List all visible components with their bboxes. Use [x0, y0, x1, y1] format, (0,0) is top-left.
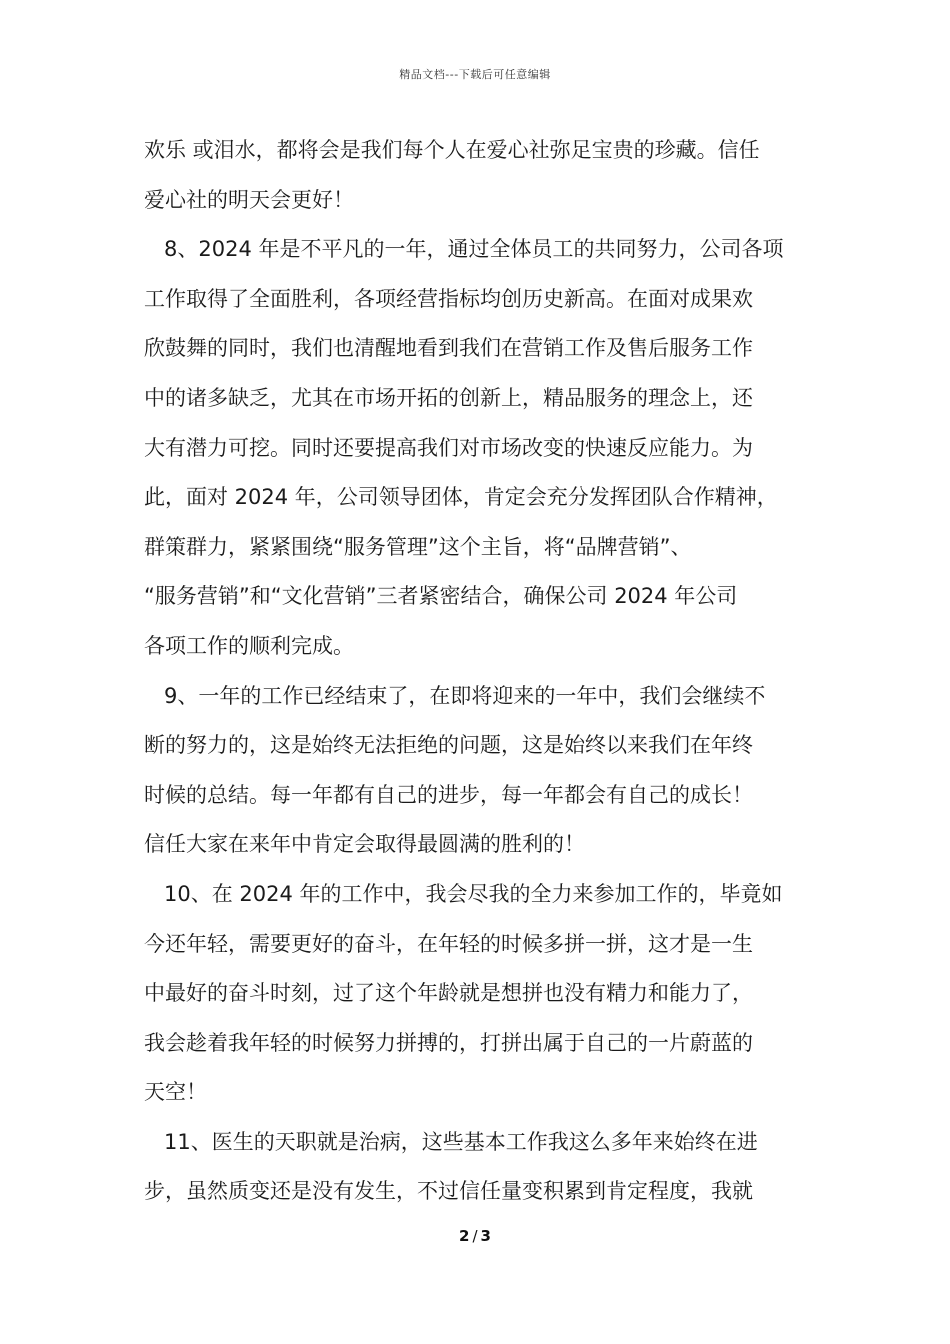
document-body — [144, 126, 806, 1217]
text-line: 今还年轻，需要更好的奋斗，在年轻的时候多拼一拼，这才是一生 — [144, 931, 753, 956]
paragraph-10-start: 10、在 2024 年的工作中，我会尽我的全力来参加工作的，毕竟如 — [164, 881, 783, 906]
text-line: 中最好的奋斗时刻，过了这个年龄就是想拼也没有精力和能力了， — [144, 981, 753, 1006]
page-separator: / — [472, 1227, 478, 1245]
page-current: 2 — [459, 1227, 470, 1245]
text-line: 断的努力的，这是始终无法拒绝的问题，这是始终以来我们在年终 — [144, 733, 753, 758]
text-line: 我会趁着我年轻的时候努力拼搏的，打拼出属于自己的一片蔚蓝的 — [144, 1030, 753, 1055]
page-number — [0, 1227, 950, 1245]
paragraph-11-start: 11、医生的天职就是治病，这些基本工作我这么多年来始终在进 — [164, 1129, 758, 1154]
text-line: 各项工作的顺利完成。 — [144, 633, 354, 658]
text-line: 大有潜力可挖。同时还要提高我们对市场改变的快速反应能力。为 — [144, 435, 753, 460]
text-line: 欢乐 或泪水，都将会是我们每个人在爱心社弥足宝贵的珍藏。信任 — [144, 138, 760, 162]
page-total: 3 — [480, 1227, 491, 1245]
paragraph-9-start: 9、一年的工作已经结束了，在即将迎来的一年中，我们会继续不 — [164, 683, 766, 708]
text-line: 爱心社的明天会更好！ — [144, 187, 354, 212]
text-line: 步，虽然质变还是没有发生，不过信任量变积累到肯定程度，我就 — [144, 1179, 753, 1204]
page-header: 精品文档---下载后可任意编辑 — [399, 68, 551, 81]
text-line: 此，面对 2024 年，公司领导团体，肯定会充分发挥团队合作精神， — [144, 485, 778, 510]
text-line: “服务营销”和“文化营销”三者紧密结合，确保公司 2024 年公司 — [144, 584, 738, 609]
text-line: 天空！ — [144, 1080, 207, 1105]
paragraph-8-start: 8、2024 年是不平凡的一年，通过全体员工的共同努力，公司各项 — [164, 237, 784, 262]
text-line: 中的诸多缺乏，尤其在市场开拓的创新上，精品服务的理念上，还 — [144, 385, 753, 410]
text-line: 时候的总结。每一年都有自己的进步，每一年都会有自己的成长！ — [144, 782, 753, 807]
text-line: 欣鼓舞的同时，我们也清醒地看到我们在营销工作及售后服务工作 — [144, 336, 753, 361]
text-line: 信任大家在来年中肯定会取得最圆满的胜利的！ — [144, 832, 585, 857]
text-line: 工作取得了全面胜利，各项经营指标均创历史新高。在面对成果欢 — [144, 286, 753, 311]
text-line: 群策群力，紧紧围绕“服务管理”这个主旨，将“品牌营销”、 — [144, 534, 692, 559]
